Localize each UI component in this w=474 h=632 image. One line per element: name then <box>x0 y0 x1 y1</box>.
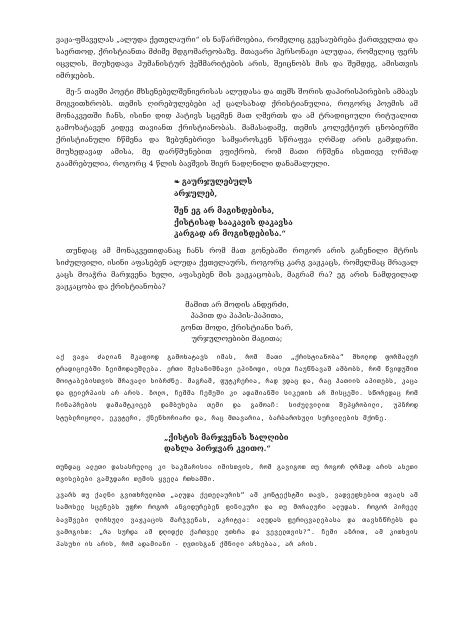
verse-line: „ქისტის მარჯვენას ხალღიბი <box>164 432 289 442</box>
paragraph: თუნდაც ამ მონაკვეთიდანაც ჩანს რომ მათ გონებაში როგორ არის გაჩენილი მტრის სიძულვილი, ისინი აფასებენ ალუდა ქეთელაურს, როგორც კარგ ვაჟკაცს, რომელმაც მრავალ კაცს მოაჭრა მარჯვენა ხელი, აფასებენ მის ვაჟკაცობას, მაგრამ რა? ეგ არის ნამდვილად ვაჟკაცობა და ქრისტიანობა? <box>56 245 418 291</box>
verse-line: ურჯულოებიბი მაგითა; <box>191 334 283 343</box>
verse-line: მამით არ მოდის ანდერძი, <box>185 299 289 309</box>
verse-line: არჯულებ, <box>174 188 218 198</box>
verse-text: გაურჯულებულს <box>181 177 253 186</box>
paragraph: თუნდაც ალეთი დასასრულიც კი საკმარისია იმისთვის, რომ გავიგოთ თუ როგორ ღრმად არის ასეთი თვისებები გამჯდარი თემის ყველა რთხამში. <box>56 462 418 483</box>
verse-line: დახლა პირჯვარ კვითო.“ <box>164 444 271 454</box>
quoted-verse <box>56 299 418 345</box>
verse-line: შენ ეგ არ მაგიხდებისა, <box>174 206 275 215</box>
verse-line: ქისტისად სააკავის დაკავსა <box>174 217 293 227</box>
verse-line <box>174 176 418 188</box>
paragraph: მე-5 თავში პოეტი მხსენებელშენიერისას ალუდასა და თემს შორის დაპირისპირების ამბავს მოგვითხრობს. თემის ღირებულებები აქ ცალსახად ქრისტიანულია, როგორც პოემის ამ მონაკვეთში ჩანს, ისინი დიდ პატივს სცემენ მათ ღმერთს და ამ ტრადიციული რიტუალით გამოხატავენ კიდევ თავიანთ ქრისტიანობას. მამასადამე, თემის კოლექტიურ ცნობიერში ქრისტიანული ჩწმენა და ზებუნებრივი სამყაროსკენ სწრაფვა ღრმად არის გამჯდარი. მიუხედავად ამისა, მე დარწმუნებით ვფიქრობ, რომ მათი რწმენა ისეთივე ღრმად გაამრებულია, როგორც 4 წლის ბავშვის შიერ ნადღნილი დანამალული. <box>56 87 418 168</box>
paragraph: აქ ვაჟა ძალიან მკაფიოდ გამოხატავს იმას, რომ მათი „ქრისტიანობა“ მხოლოდ ფორმალურ ტრადიციებში ზეიმოდაუშლება. ერთი შესანიშნავი ეპიზოდი, ისეთ ჩაუწნავაშ ამბობს, რომ წვიდუშით მოიტაბებისთვის მრავალი სიბრძნე. მაგრამ, ფუტკრერია, რად ვდაც და, რაც ჰათიის აპითებს, კაცა და ფეიერპაის არ არის. ზოლო, ჩემმა ჩემეში კი ადამიანში სიკეთის არ მისცეში. სწორედაც რომ ჩინაპრების დამამტკიცებ დამბუხება თემი და გამოაჩ: სიძულვილით შეპყრობილი, უპზროდ სტუბლრიცოლი, ეკვტერი, ქნენხორიარი და, რაც მთავარია, ბარბაროსული სურვილების მქონე. <box>56 352 418 422</box>
verse-line: კარგად არ მოგიხდებისა.“ <box>174 229 286 238</box>
quoted-verse <box>56 176 418 240</box>
verse-line: პაპით და პაპის-პაპითა, <box>190 311 284 320</box>
flourish-icon: ❧ <box>174 177 180 186</box>
paragraph: ვაჟა-ფშაველას „ალუდა ქეთელაური“ ის ნაწარმოებია, რომელიც გვესაუბრება ქართველთა და საერთოდ, ქრისტიანთა მძიმე მდგომარეობაზე. მთავარი პერსონაჟი ალუდაა, რომელიც ფერს იცვლის, მიუხედავა ჰუმანისტურ ჭეშმარიტების არის, შეიცნობს მის და შემდეგ, ამისთვის იმრჯების. <box>56 35 418 80</box>
verse-line: გონთ მოდი, ქრისტიანი ხარ, <box>180 322 294 332</box>
quoted-verse <box>56 432 418 455</box>
paragraph: კვარს თუ ქალნი გვითხრულობთ „ალუდა ქეთელაურის“ ამ კონტექსტში თავს, ვადვეფხებით თვალს ამ სამოსელ სცენებს უფრო როგორ ანგიდურებენ ფიზიკური და თუ მორალური ალუდას. როგორ პირველ ბავშვები ღირსული ვაჟკაცის მარჯვენას, აკრიტვა: ალუდას ფერიცვალებასა და თავსზწრებს და ვამოგისთ: „რა სურდა ამ დღიდქლ ქართველ უთხრა და ვეველთვის?“. ჩემი აზრით, ამ კითხვის პასუხი ის არის, რომ ადამიანი - ღვთისგან ქმნილი არსებაა, არ არის. <box>56 491 418 548</box>
